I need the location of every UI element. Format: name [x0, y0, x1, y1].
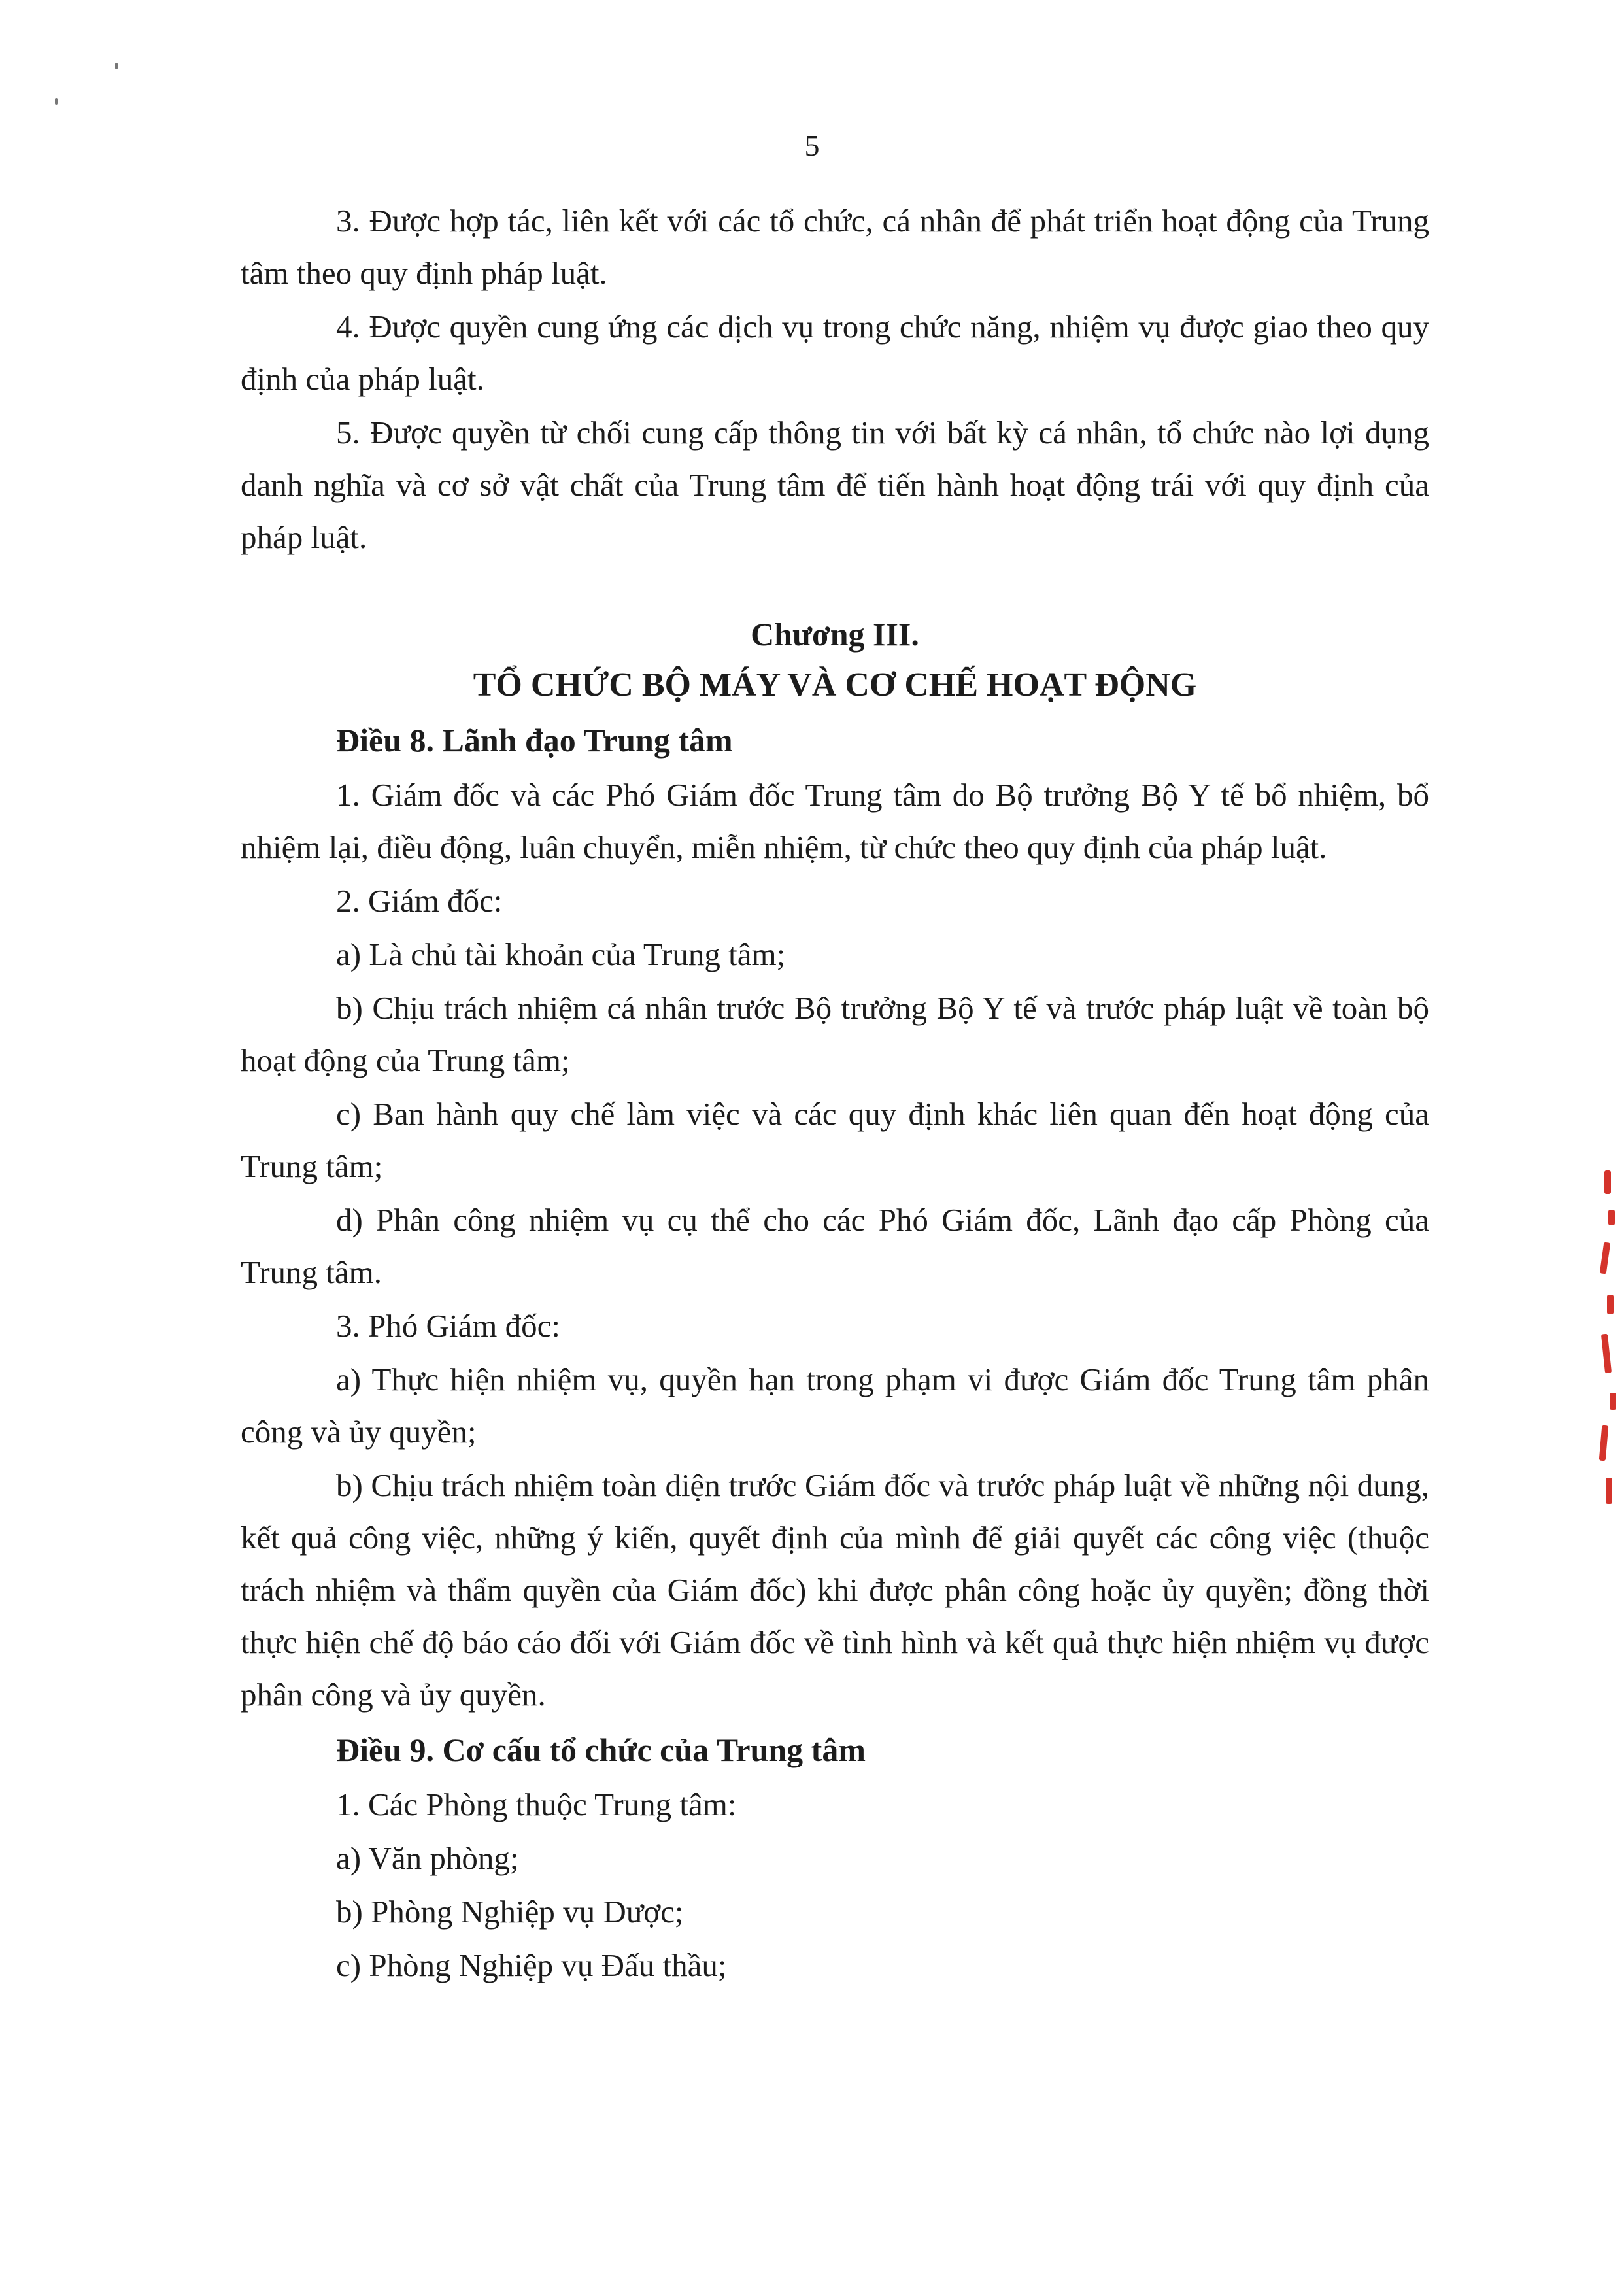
scan-speck [115, 63, 118, 69]
scan-speck [55, 98, 58, 105]
article-9-item-1a: a) Văn phòng; [336, 1840, 519, 1876]
article-9-item-1: 1. Các Phòng thuộc Trung tâm: [336, 1786, 737, 1822]
chapter-title: TỔ CHỨC BỘ MÁY VÀ CƠ CHẾ HOẠT ĐỘNG [473, 666, 1197, 704]
article-8-heading: Điều 8. Lãnh đạo Trung tâm [336, 722, 733, 759]
chapter-label: Chương III. [751, 616, 919, 653]
article-8-item-1: 1. Giám đốc và các Phó Giám đốc Trung tâm do Bộ trưởng Bộ Y tế bổ nhiệm, bổ nhiệm lại, điều động, luân chuyển, miễn nhiệm, từ chức theo quy định của pháp luật. [241, 777, 1429, 865]
article-9-item-1c: c) Phòng Nghiệp vụ Đấu thầu; [336, 1947, 727, 1983]
article-8-item-2a: a) Là chủ tài khoản của Trung tâm; [336, 936, 786, 972]
clause-3-cooperation: 3. Được hợp tác, liên kết với các tổ chức, cá nhân để phát triển hoạt động của Trung tâm theo quy định pháp luật. [241, 203, 1429, 291]
article-8-item-3a: a) Thực hiện nhiệm vụ, quyền hạn trong phạm vi được Giám đốc Trung tâm phân công và ủy quyền; [241, 1361, 1429, 1450]
page-number: 5 [804, 129, 820, 162]
article-8-item-2c: c) Ban hành quy chế làm việc và các quy định khác liên quan đến hoạt động của Trung tâm; [241, 1096, 1429, 1184]
article-9-item-1b: b) Phòng Nghiệp vụ Dược; [336, 1894, 684, 1930]
article-8-item-2: 2. Giám đốc: [336, 883, 503, 919]
article-8-item-3b: b) Chịu trách nhiệm toàn diện trước Giám đốc và trước pháp luật về những nội dung, kết quả công việc, những ý kiến, quyết định của mình để giải quyết các công việc (thuộc trách nhiệm và thẩm quyền của Giám đốc) khi được phân công hoặc ủy quyền; đồng thời thực hiện chế độ báo cáo đối với Giám đốc về tình hình và kết quả thực hiện nhiệm vụ được phân công và ủy quyền. [241, 1467, 1429, 1713]
document-body [241, 195, 1429, 1992]
clause-4-services: 4. Được quyền cung ứng các dịch vụ trong chức năng, nhiệm vụ được giao theo quy định của pháp luật. [241, 309, 1429, 397]
clause-5-refuse-info: 5. Được quyền từ chối cung cấp thông tin với bất kỳ cá nhân, tổ chức nào lợi dụng danh nghĩa và cơ sở vật chất của Trung tâm để tiến hành hoạt động trái với quy định của pháp luật. [241, 415, 1429, 555]
article-8-item-2b: b) Chịu trách nhiệm cá nhân trước Bộ trưởng Bộ Y tế và trước pháp luật về toàn bộ hoạt động của Trung tâm; [241, 990, 1429, 1078]
article-8-item-2d: d) Phân công nhiệm vụ cụ thể cho các Phó Giám đốc, Lãnh đạo cấp Phòng của Trung tâm. [241, 1202, 1429, 1290]
red-seal-edge-marks [1595, 1170, 1621, 1510]
article-9-heading: Điều 9. Cơ cấu tổ chức của Trung tâm [336, 1732, 866, 1768]
article-8-item-3: 3. Phó Giám đốc: [336, 1308, 560, 1344]
